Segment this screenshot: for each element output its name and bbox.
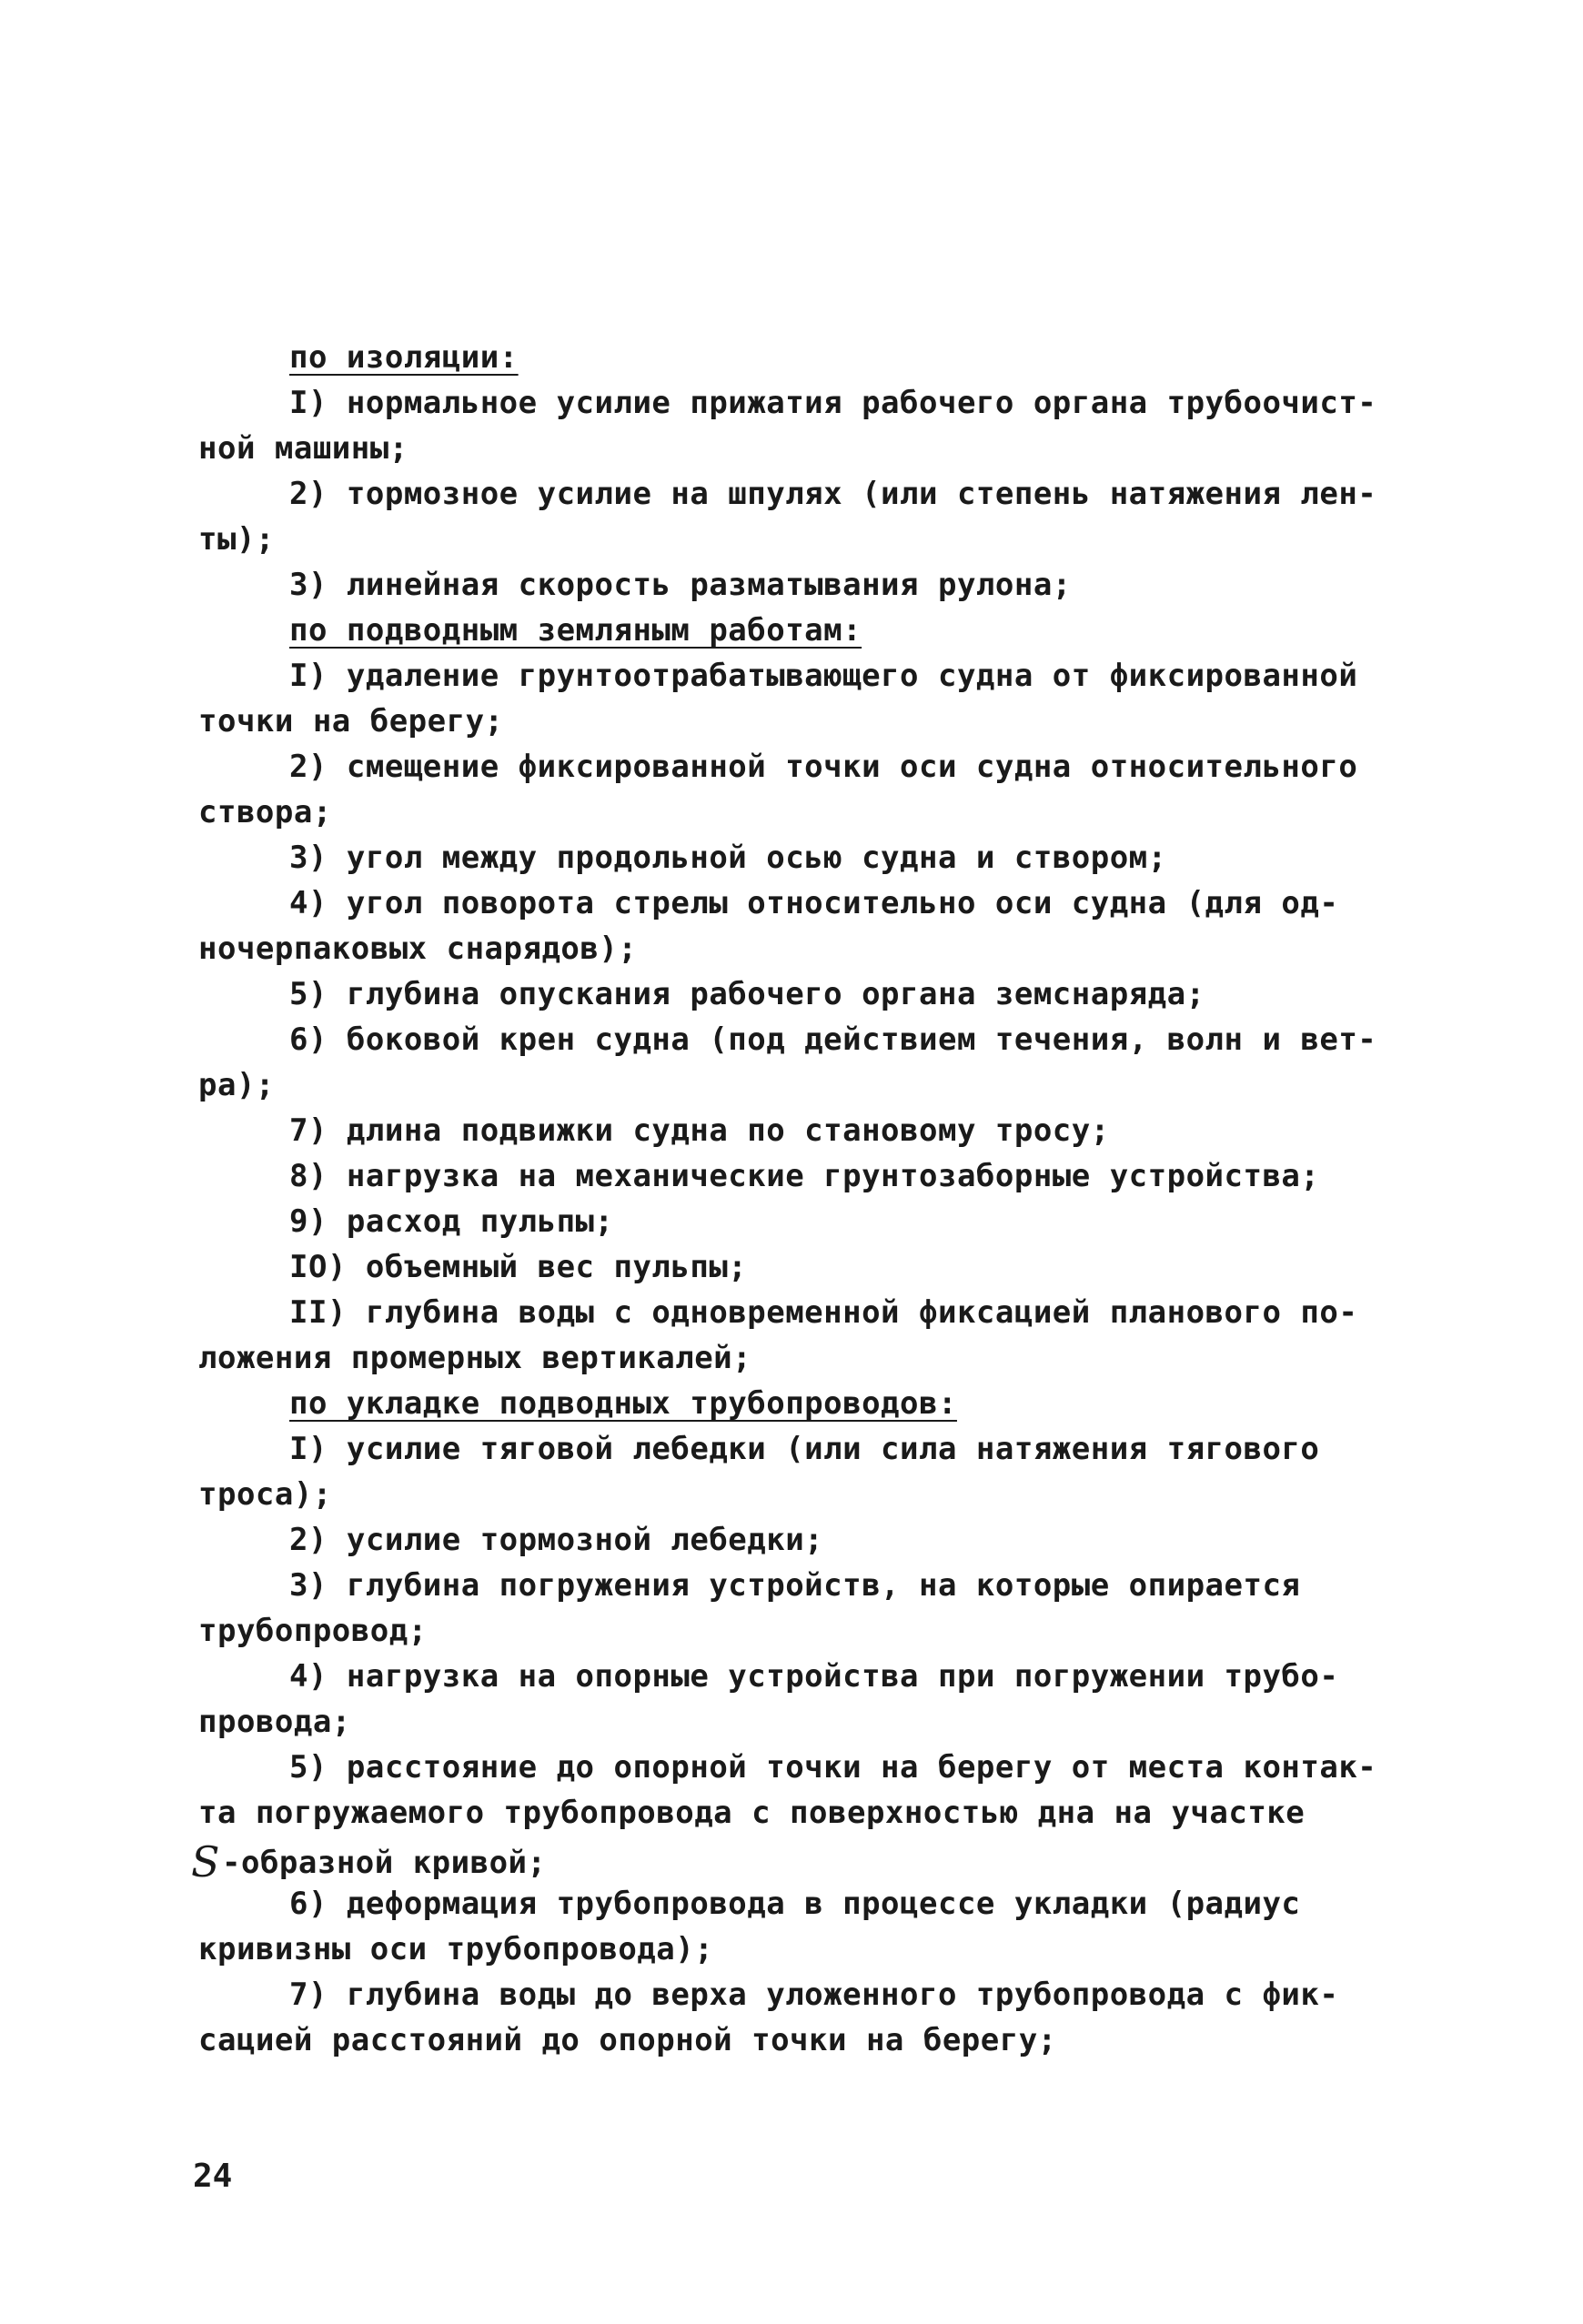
list-item-line: IO) объемный вес пульпы; bbox=[289, 1249, 748, 1285]
list-item-line: 2) смещение фиксированной точки оси судна относительного bbox=[289, 749, 1358, 785]
list-item-line: 4) нагрузка на опорные устройства при погружении трубо- bbox=[289, 1658, 1339, 1695]
section-heading-insulation: по изоляции: bbox=[289, 339, 519, 376]
list-item-continuation: ра); bbox=[198, 1067, 275, 1103]
list-item-line: 6) боковой крен судна (под действием течения, волн и вет- bbox=[289, 1021, 1377, 1058]
list-item-line: 3) линейная скорость разматывания рулона; bbox=[289, 567, 1072, 603]
list-item-continuation: ложения промерных вертикалей; bbox=[198, 1340, 752, 1376]
list-item-continuation: створа; bbox=[198, 794, 332, 830]
list-item-line: 2) усилие тормозной лебедки; bbox=[289, 1522, 824, 1558]
list-item-line: I) усилие тяговой лебедки (или сила натяжения тягового bbox=[289, 1431, 1320, 1467]
list-item-line: I) удаление грунтоотрабатывающего судна от фиксированной bbox=[289, 658, 1358, 694]
list-item-continuation: трубопровод; bbox=[198, 1613, 428, 1649]
list-item-line: 8) нагрузка на механические грунтозаборные устройства; bbox=[289, 1158, 1320, 1194]
list-item-continuation: троса); bbox=[198, 1476, 332, 1513]
list-item-continuation: провода; bbox=[198, 1704, 351, 1740]
list-item-line: 9) расход пульпы; bbox=[289, 1203, 614, 1240]
list-item-continuation-text: -образной кривой; bbox=[222, 1845, 547, 1881]
list-item-continuation bbox=[191, 1836, 1381, 1886]
list-item-continuation: точки на берегу; bbox=[198, 703, 504, 739]
list-item-line: 4) угол поворота стрелы относительно оси судна (для од- bbox=[289, 885, 1339, 921]
document-body bbox=[191, 335, 1381, 2063]
list-item-line: II) глубина воды с одновременной фиксацией планового по- bbox=[289, 1294, 1358, 1331]
list-item-continuation: ты); bbox=[198, 521, 275, 558]
list-item-line: 3) глубина погружения устройств, на которые опирается bbox=[289, 1567, 1301, 1604]
list-item-line: 6) деформация трубопровода в процессе укладки (радиус bbox=[289, 1886, 1301, 1922]
list-item-line: 2) тормозное усилие на шпулях (или степень натяжения лен- bbox=[289, 476, 1377, 512]
list-item-line: 5) расстояние до опорной точки на берегу от места контак- bbox=[289, 1749, 1377, 1786]
list-item-continuation: кривизны оси трубопровода); bbox=[198, 1931, 714, 1967]
section-heading-earthworks: по подводным земляным работам: bbox=[289, 612, 862, 649]
list-item-line: 5) глубина опускания рабочего органа земснаряда; bbox=[289, 976, 1205, 1012]
list-item-line: 7) длина подвижки судна по становому тросу; bbox=[289, 1112, 1110, 1149]
list-item-line: 3) угол между продольной осью судна и створом; bbox=[289, 840, 1167, 876]
page-number: 24 bbox=[193, 2158, 233, 2195]
list-item-continuation: сацией расстояний до опорной точки на берегу; bbox=[198, 2022, 1057, 2058]
list-item-continuation: та погружаемого трубопровода с поверхностью дна на участке bbox=[198, 1795, 1306, 1831]
list-item-continuation: ночерпаковых снарядов); bbox=[198, 931, 638, 967]
list-item-line: I) нормальное усилие прижатия рабочего органа трубоочист- bbox=[289, 385, 1377, 421]
list-item-line: 7) глубина воды до верха уложенного трубопровода с фик- bbox=[289, 1977, 1339, 2013]
section-heading-pipelines: по укладке подводных трубопроводов: bbox=[289, 1385, 957, 1422]
s-curve-symbol: S bbox=[191, 1837, 221, 1886]
list-item-continuation: ной машины; bbox=[198, 430, 408, 467]
